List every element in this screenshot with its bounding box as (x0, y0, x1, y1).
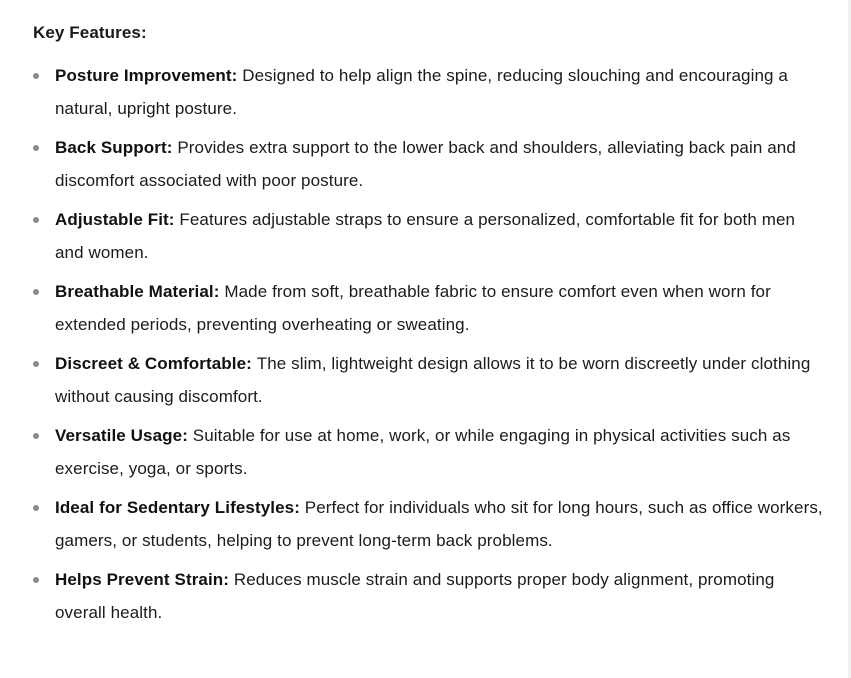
key-features-section (33, 21, 823, 636)
feature-description: Perfect for individuals who sit for long hours, such as office workers, gamers, or students, helping to prevent long-term back problems. (55, 498, 823, 550)
bullet-icon (33, 217, 39, 223)
feature-description: The slim, lightweight design allows it to be worn discreetly under clothing without causing discomfort. (55, 354, 811, 406)
feature-description: Designed to help align the spine, reducing slouching and encouraging a natural, upright posture. (55, 66, 788, 118)
list-item (33, 492, 823, 557)
bullet-icon (33, 577, 39, 583)
bullet-icon (33, 505, 39, 511)
list-item (33, 564, 823, 629)
list-item (33, 348, 823, 413)
list-item (33, 204, 823, 269)
feature-description: Features adjustable straps to ensure a personalized, comfortable fit for both men and women. (55, 210, 796, 262)
section-heading: Key Features: (33, 23, 147, 42)
feature-term: Back Support: (55, 138, 178, 157)
feature-term: Posture Improvement: (55, 66, 243, 85)
feature-description: Reduces muscle strain and supports proper body alignment, promoting overall health. (55, 570, 775, 622)
feature-term: Adjustable Fit: (55, 210, 180, 229)
feature-term: Breathable Material: (55, 282, 225, 301)
feature-term: Discreet & Comfortable: (55, 354, 257, 373)
bullet-icon (33, 73, 39, 79)
list-item (33, 276, 823, 341)
feature-term: Versatile Usage: (55, 426, 193, 445)
feature-term: Ideal for Sedentary Lifestyles: (55, 498, 305, 517)
feature-description: Made from soft, breathable fabric to ensure comfort even when worn for extended periods, preventing overheating or sweating. (55, 282, 771, 334)
list-item (33, 60, 823, 125)
bullet-icon (33, 433, 39, 439)
bullet-icon (33, 289, 39, 295)
feature-description: Suitable for use at home, work, or while engaging in physical activities such as exercise, yoga, or sports. (55, 426, 791, 478)
feature-list (33, 60, 823, 629)
feature-description: Provides extra support to the lower back and shoulders, alleviating back pain and discomfort associated with poor posture. (55, 138, 796, 190)
list-item (33, 132, 823, 197)
list-item (33, 420, 823, 485)
bullet-icon (33, 145, 39, 151)
feature-term: Helps Prevent Strain: (55, 570, 234, 589)
bullet-icon (33, 361, 39, 367)
